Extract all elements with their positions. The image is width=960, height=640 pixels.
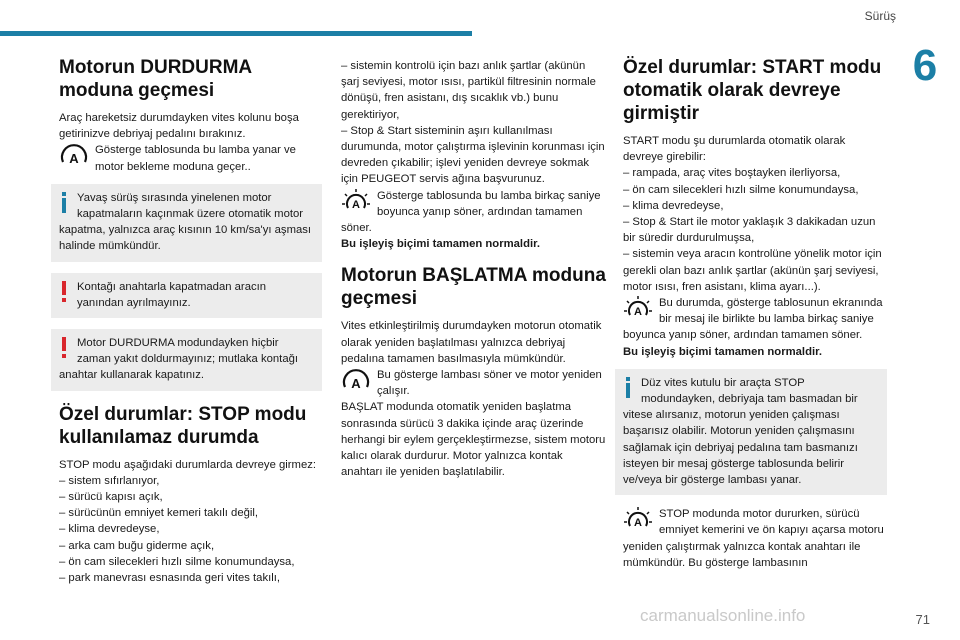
bold-statement: Bu işleyiş biçimi tamamen normaldir. bbox=[623, 345, 823, 358]
indicator-text: Bu durumda, gösterge tablosunun ekranında bir mesaj ile birlikte bu lamba birkaç saniye boyunca yanıp söner, ardından tamamen söner. bbox=[623, 297, 883, 342]
column-1 bbox=[59, 44, 322, 586]
warning-note bbox=[51, 329, 322, 391]
bold-statement: Bu işleyiş biçimi tamamen normaldir. bbox=[341, 238, 541, 251]
list-item: – Stop & Start sisteminin aşırı kullanılması durumunda, motor çalıştırma işlevinin korunması için devreden çıkabilir; işlevi yeniden devreye sokmak için PEUGEOT servis ağına başvurunuz. bbox=[341, 124, 605, 186]
indicator-text: Gösterge tablosunda bu lamba birkaç saniye boyunca yanıp söner, ardından tamamen söner. bbox=[341, 189, 601, 235]
heading-special-stop: Özel durumlar: STOP modu kullanılamaz durumda bbox=[59, 403, 307, 448]
column-3 bbox=[623, 44, 887, 571]
indicator-text: STOP modunda motor dururken, sürücü emniyet kemerini ve ön kapıyı açarsa motoru yeniden çalıştırmak yalnızca kontak anahtarı ile mümkündür. Bu gösterge lambasının bbox=[623, 508, 884, 569]
warning-note bbox=[51, 273, 322, 318]
page-number: 71 bbox=[915, 612, 930, 627]
warning-text: Motor DURDURMA modundayken hiçbir zaman yakıt doldurmayınız; mutlaka kontağı anahtar kullanarak kapatınız. bbox=[59, 337, 299, 382]
flashing-auto-stop-lamp-icon bbox=[341, 188, 373, 218]
svg-text:A: A bbox=[634, 517, 642, 530]
list-item: – klima devredeyse, bbox=[59, 523, 160, 536]
auto-stop-lamp-icon bbox=[59, 142, 91, 172]
heading-special-start: Özel durumlar: START modu otomatik olarak devreye girmiştir bbox=[623, 57, 882, 124]
svg-text:A: A bbox=[351, 376, 361, 392]
warning-icon bbox=[59, 337, 69, 359]
list-item: – klima devredeyse, bbox=[623, 199, 724, 212]
list-item: – ön cam silecekleri hızlı silme konumundaysa, bbox=[59, 555, 295, 568]
svg-text:A: A bbox=[634, 306, 642, 319]
info-text: Yavaş sürüş sırasında yinelenen motor kapatmaların kaçınmak üzere otomatik motor kapatma, yalnızca araç kısının 10 km/sa'yı aşması halinde mümkündür. bbox=[59, 191, 312, 253]
list-item: – sistem sıfırlanıyor, bbox=[59, 474, 160, 487]
paragraph: BAŞLAT modunda otomatik yeniden başlatma sonrasında sürücü 3 dakika içinde araç üzerinde herhangi bir eylem gerçekleştirmezse, sistem motoru kalıcı olarak durdurur. Motor yalnızca kontak anahtarı ile yeniden başlatılabilir. bbox=[341, 401, 606, 479]
svg-text:A: A bbox=[69, 151, 79, 167]
list-item: – rampada, araç vites boştayken ilerliyorsa, bbox=[623, 167, 841, 180]
info-note bbox=[615, 369, 887, 495]
indicator-note bbox=[623, 295, 887, 344]
indicator-note bbox=[623, 506, 887, 571]
indicator-text: Gösterge tablosunda bu lamba yanar ve motor bekleme moduna geçer.. bbox=[95, 144, 296, 173]
paragraph: Araç hareketsiz durumdayken vites kolunu boşa getirinizve debriyaj pedalını bırakınız. bbox=[59, 112, 299, 141]
indicator-note bbox=[59, 142, 322, 174]
list-item: – sürücü kapısı açık, bbox=[59, 491, 163, 504]
heading-stop-mode: Motorun DURDURMA moduna geçmesi bbox=[59, 57, 252, 101]
info-text: Düz vites kutulu bir araçta STOP modundayken, debriyaja tam basmadan bir vitese alırsanız, motorun yeniden çalışması başarısız olabilir. Motorun yeniden çalışmasını sağlamak için debriyaj pedalına tam basmanızı isteyen bir mesaj gösterge tablosunda belirir ve/veya bir gösterge lambası yanar. bbox=[623, 376, 858, 487]
info-icon bbox=[59, 192, 69, 214]
svg-text:A: A bbox=[352, 198, 360, 211]
warning-text: Kontağı anahtarla kapatmadan aracın yanından ayrılmayınız. bbox=[77, 280, 267, 309]
list-item: – arka cam buğu giderme açık, bbox=[59, 539, 215, 552]
flashing-auto-stop-lamp-icon bbox=[623, 295, 655, 325]
info-note bbox=[51, 184, 322, 262]
header-accent-bar bbox=[0, 31, 472, 36]
indicator-text: Bu gösterge lambası söner ve motor yeniden çalışır. bbox=[377, 369, 602, 398]
list-item: – sürücünün emniyet kemeri takılı değil, bbox=[59, 507, 259, 520]
list-item: – sistemin kontrolü için bazı anlık şartlar (akünün şarj seviyesi, motor ısısı, partikül filtresinin normale dönüşü, fren asistanı, dış sıcaklık vb.) bunu gerektiriyor, bbox=[341, 60, 596, 121]
indicator-note bbox=[341, 367, 606, 399]
paragraph: STOP modu aşağıdaki durumlarda devreye girmez: bbox=[59, 458, 317, 471]
auto-stop-lamp-icon bbox=[341, 367, 373, 397]
section-title: Sürüş bbox=[864, 9, 896, 23]
column-2 bbox=[341, 58, 606, 480]
indicator-note bbox=[341, 188, 606, 237]
list-item: – park manevrası esnasında geri vites takılı, bbox=[59, 572, 281, 585]
list-item: – ön cam silecekleri hızlı silme konumundaysa, bbox=[623, 183, 859, 196]
list-item: – Stop & Start ile motor yaklaşık 3 dakikadan uzun bir süredir durdurulmuşsa, bbox=[623, 216, 876, 245]
chapter-number: 6 bbox=[912, 41, 938, 90]
paragraph: Vites etkinleştirilmiş durumdayken motorun otomatik olarak yeniden başlatılması yalnızca debriyaj pedalına tamamen basılmasıyla mümkündür. bbox=[341, 320, 602, 365]
list-item: – sistemin veya aracın kontrolüne yönelik motor için gerekli olan bazı anlık şartlar (akünün şarj seviyesi, motor ısısı, fren asistanı, klima ayarı...). bbox=[623, 248, 882, 293]
paragraph: START modu şu durumlarda otomatik olarak devreye girebilir: bbox=[623, 135, 846, 164]
heading-start-mode: Motorun BAŞLATMA moduna geçmesi bbox=[341, 265, 606, 310]
warning-icon bbox=[59, 281, 69, 303]
info-icon bbox=[623, 377, 633, 399]
watermark: carmanualsonline.info bbox=[640, 606, 806, 625]
flashing-auto-stop-lamp-icon bbox=[623, 506, 655, 536]
